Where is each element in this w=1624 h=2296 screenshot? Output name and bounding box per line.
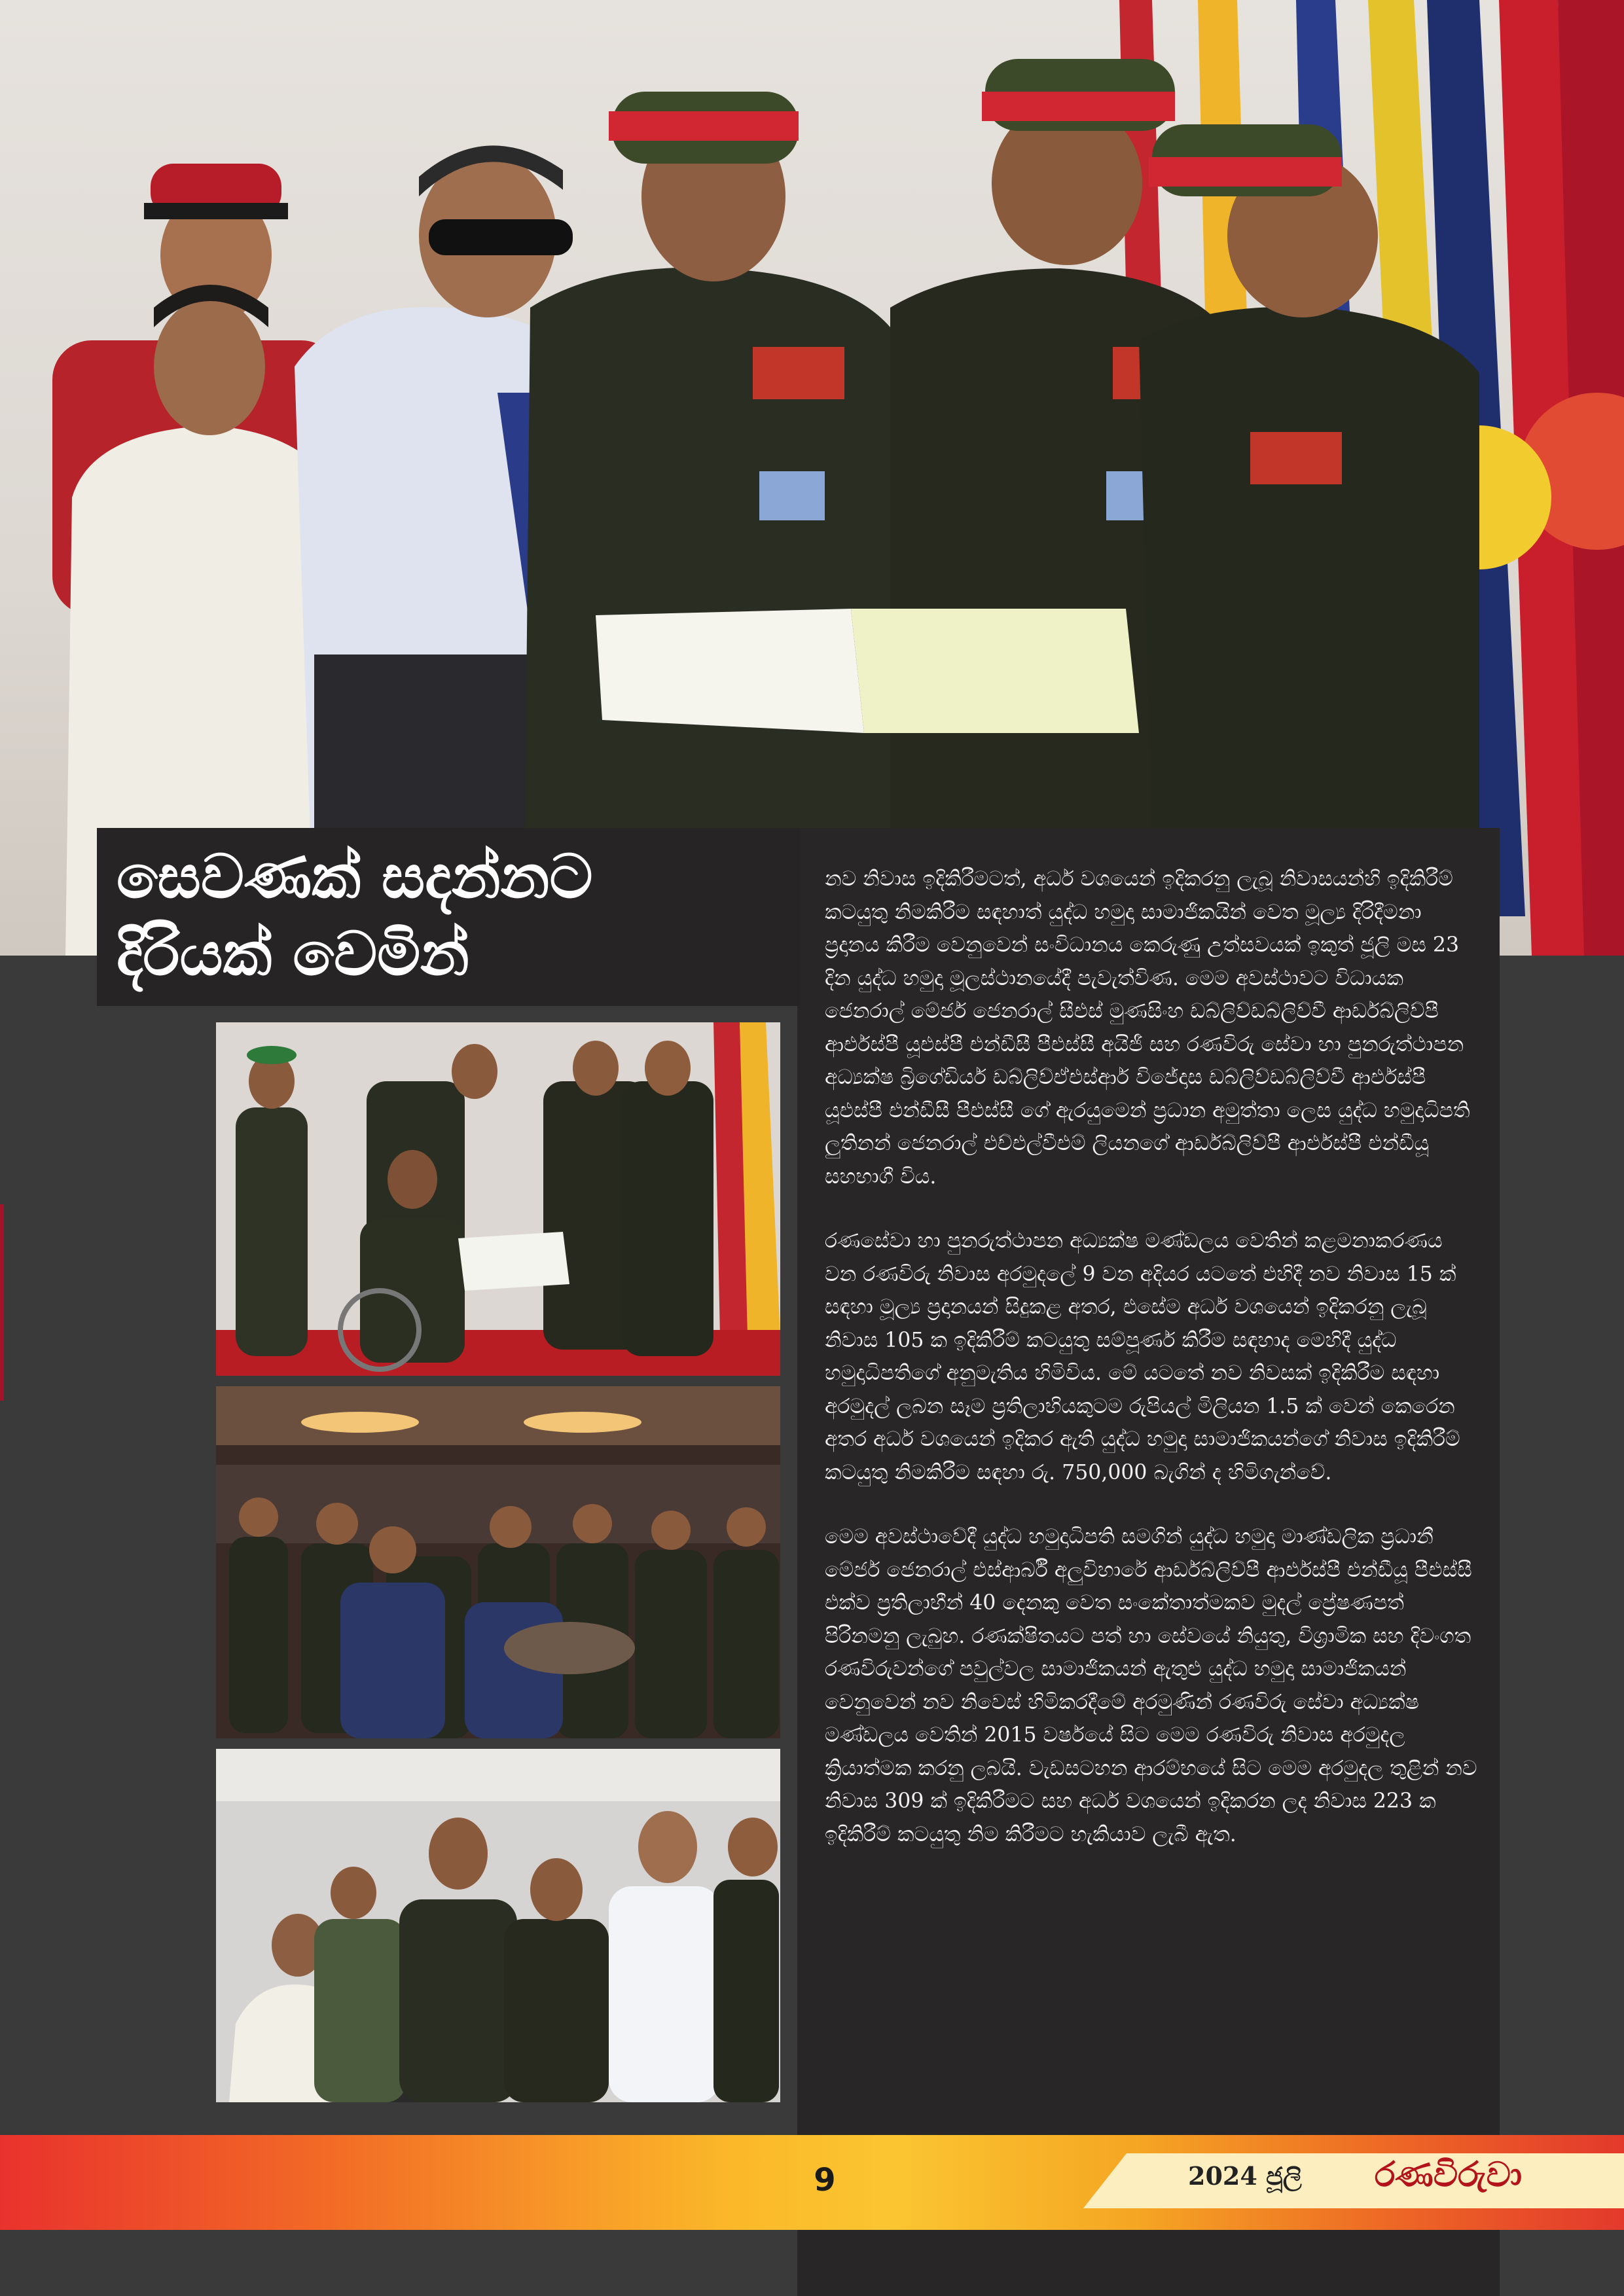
hero-photo bbox=[0, 0, 1624, 956]
page-number: 9 bbox=[814, 2162, 836, 2198]
issue-date: 2024 ජූලි bbox=[1188, 2161, 1302, 2191]
article-paragraph: නව නිවාස ඉදිකිරීමටත්, අර්ධ වශයෙන් ඉදිකරනු ලැබූ නිවාසයන්හි ඉදිකිරීම් කටයුතු නිමකිරීම සඳහාත් යුද්ධ හමුදා සාමාජිකයින් වෙත මූල්‍ය දිරිදීමනා ප්‍රදානය කිරීම වෙනුවෙන් සංවිධානය කෙරුණු උත්සවයක් ඉකුත් ජූලි මස 23 දින යුද්ධ හමුදා මූලස්ථානයේදී පැවැත්විණ. මෙම අවස්ථාවට විධායක ජෙනරාල් මේජර් ජෙනරාල් සීඑස් මුණසිංහ ඩබ්ලිව්ඩබ්ලිව්වී ආර්ඩබ්ලිව්පී ආර්එස්පී යූඑස්පී එන්ඩීසී පීඑස්සී අයිජී සහ රණවිරු සේවා හා පුනරුත්ථාපන අධ්‍යක්ෂ බ්‍රිගේඩියර් ඩබ්ලිව්ඒඑස්ආර් විජේදාස ඩබ්ලිව්ඩබ්ලිව්වී ආර්එස්පී යූඑස්පී එන්ඩීසී පීඑස්සී ගේ ඇරයුමෙන් ප්‍රධාන අමුත්තා ලෙස යුද්ධ හමුදාධිපති ලුතිනන් ජෙනරාල් එච්එල්වීඑම් ලියනගේ ආර්ඩබ්ලිව්පී ආර්එස්පී එන්ඩීයූ සහභාගී විය. bbox=[825, 867, 1470, 1189]
article-body bbox=[825, 863, 1479, 1882]
inset-photo-audience bbox=[216, 1386, 780, 1738]
inset-photo-greeting bbox=[216, 1749, 780, 2102]
article-panel-bottom bbox=[797, 2230, 1500, 2296]
article-paragraph: රණසේවා හා පුනරුත්ථාපන අධ්‍යක්ෂ මණ්ඩලය වෙතින් කළමනාකරණය වන රණවිරු නිවාස අරමුදලේ 9 වන අදියර යටතේ එහිදී නව නිවාස 15 ක් සඳහා මූල්‍ය ප්‍රදානයන් සිදුකළ අතර, එසේම අර්ධ වශයෙන් ඉදිකරනු ලැබූ නිවාස 105 ක ඉදිකිරීම් කටයුතු සම්පූර්ණ කිරීම සඳහාද මෙහිදී යුද්ධ හමුදාධිපතිගේ අනුමැතිය හිමිවිය. මේ යටතේ නව නිවසක් ඉදිකිරීම සඳහා අරමුදල් ලබන සෑම ප්‍රතිලාභියකුටම රුපියල් මිලියන 1.5 ක් වෙන් කෙරෙන අතර අර්ධ වශයෙන් ඉදිකර ඇති යුද්ධ හමුදා සාමාජිකයන්ගේ නිවාස ඉදිකිරීම් කටයුතු නිමකිරීම සඳහා රු. 750,000 බැගින් ද හිමිගැන්වේ. bbox=[825, 1229, 1460, 1484]
headline-line-1: සෙවණක් සදන්නට bbox=[117, 841, 593, 912]
headline-line-2: දිරියක් වෙමින් bbox=[117, 918, 469, 989]
edge-accent bbox=[0, 1204, 4, 1401]
headline bbox=[117, 838, 784, 992]
masthead-banner bbox=[1083, 2153, 1624, 2208]
inset-photo-ceremony bbox=[216, 1022, 780, 1376]
magazine-logo: රණවිරුවා bbox=[1375, 2155, 1523, 2195]
article-paragraph: මෙම අවස්ථාවේදී යුද්ධ හමුදාධිපති සමගින් යුද්ධ හමුදා මාණ්ඩලික ප්‍රධානී මේජර් ජෙනරාල් එස්ආර්බී අලුවිහාරේ ආර්ඩබ්ලිව්පී ආර්එස්පී එන්ඩීයූ පීඑස්සී එක්ව ප්‍රතිලාභීන් 40 දෙනකු වෙත සංකේතාත්මකව මුදල් ප්‍රේෂණපත් පිරිනමනු ලැබුහ. රණක්ෂිතයට පත් හා සේවයේ නියුතු, විශ්‍රාමික සහ දිවංගත රණවිරුවන්ගේ පවුල්වල සාමාජිකයන් ඇතුළු යුද්ධ හමුදා සාමාජිකයන් වෙනුවෙන් නව නිවෙස් හිමිකරදීමේ අරමුණින් රණවිරු සේවා අධ්‍යක්ෂ මණ්ඩලය වෙතින් 2015 වර්ෂයේ සිට මෙම රණවිරු නිවාස අරමුදල ක්‍රියාත්මක කරනු ලබයි. වැඩසටහන ආරම්භයේ සිට මෙම අරමුදල තුළින් නව නිවාස 309 ක් ඉදිකිරීමට සහ අර්ධ වශයෙන් ඉදිකරන ලද නිවාස 223 ක ඉදිකිරීම් කටයුතු නිම කිරීමට හැකියාව ලැබී ඇත. bbox=[825, 1525, 1477, 1846]
